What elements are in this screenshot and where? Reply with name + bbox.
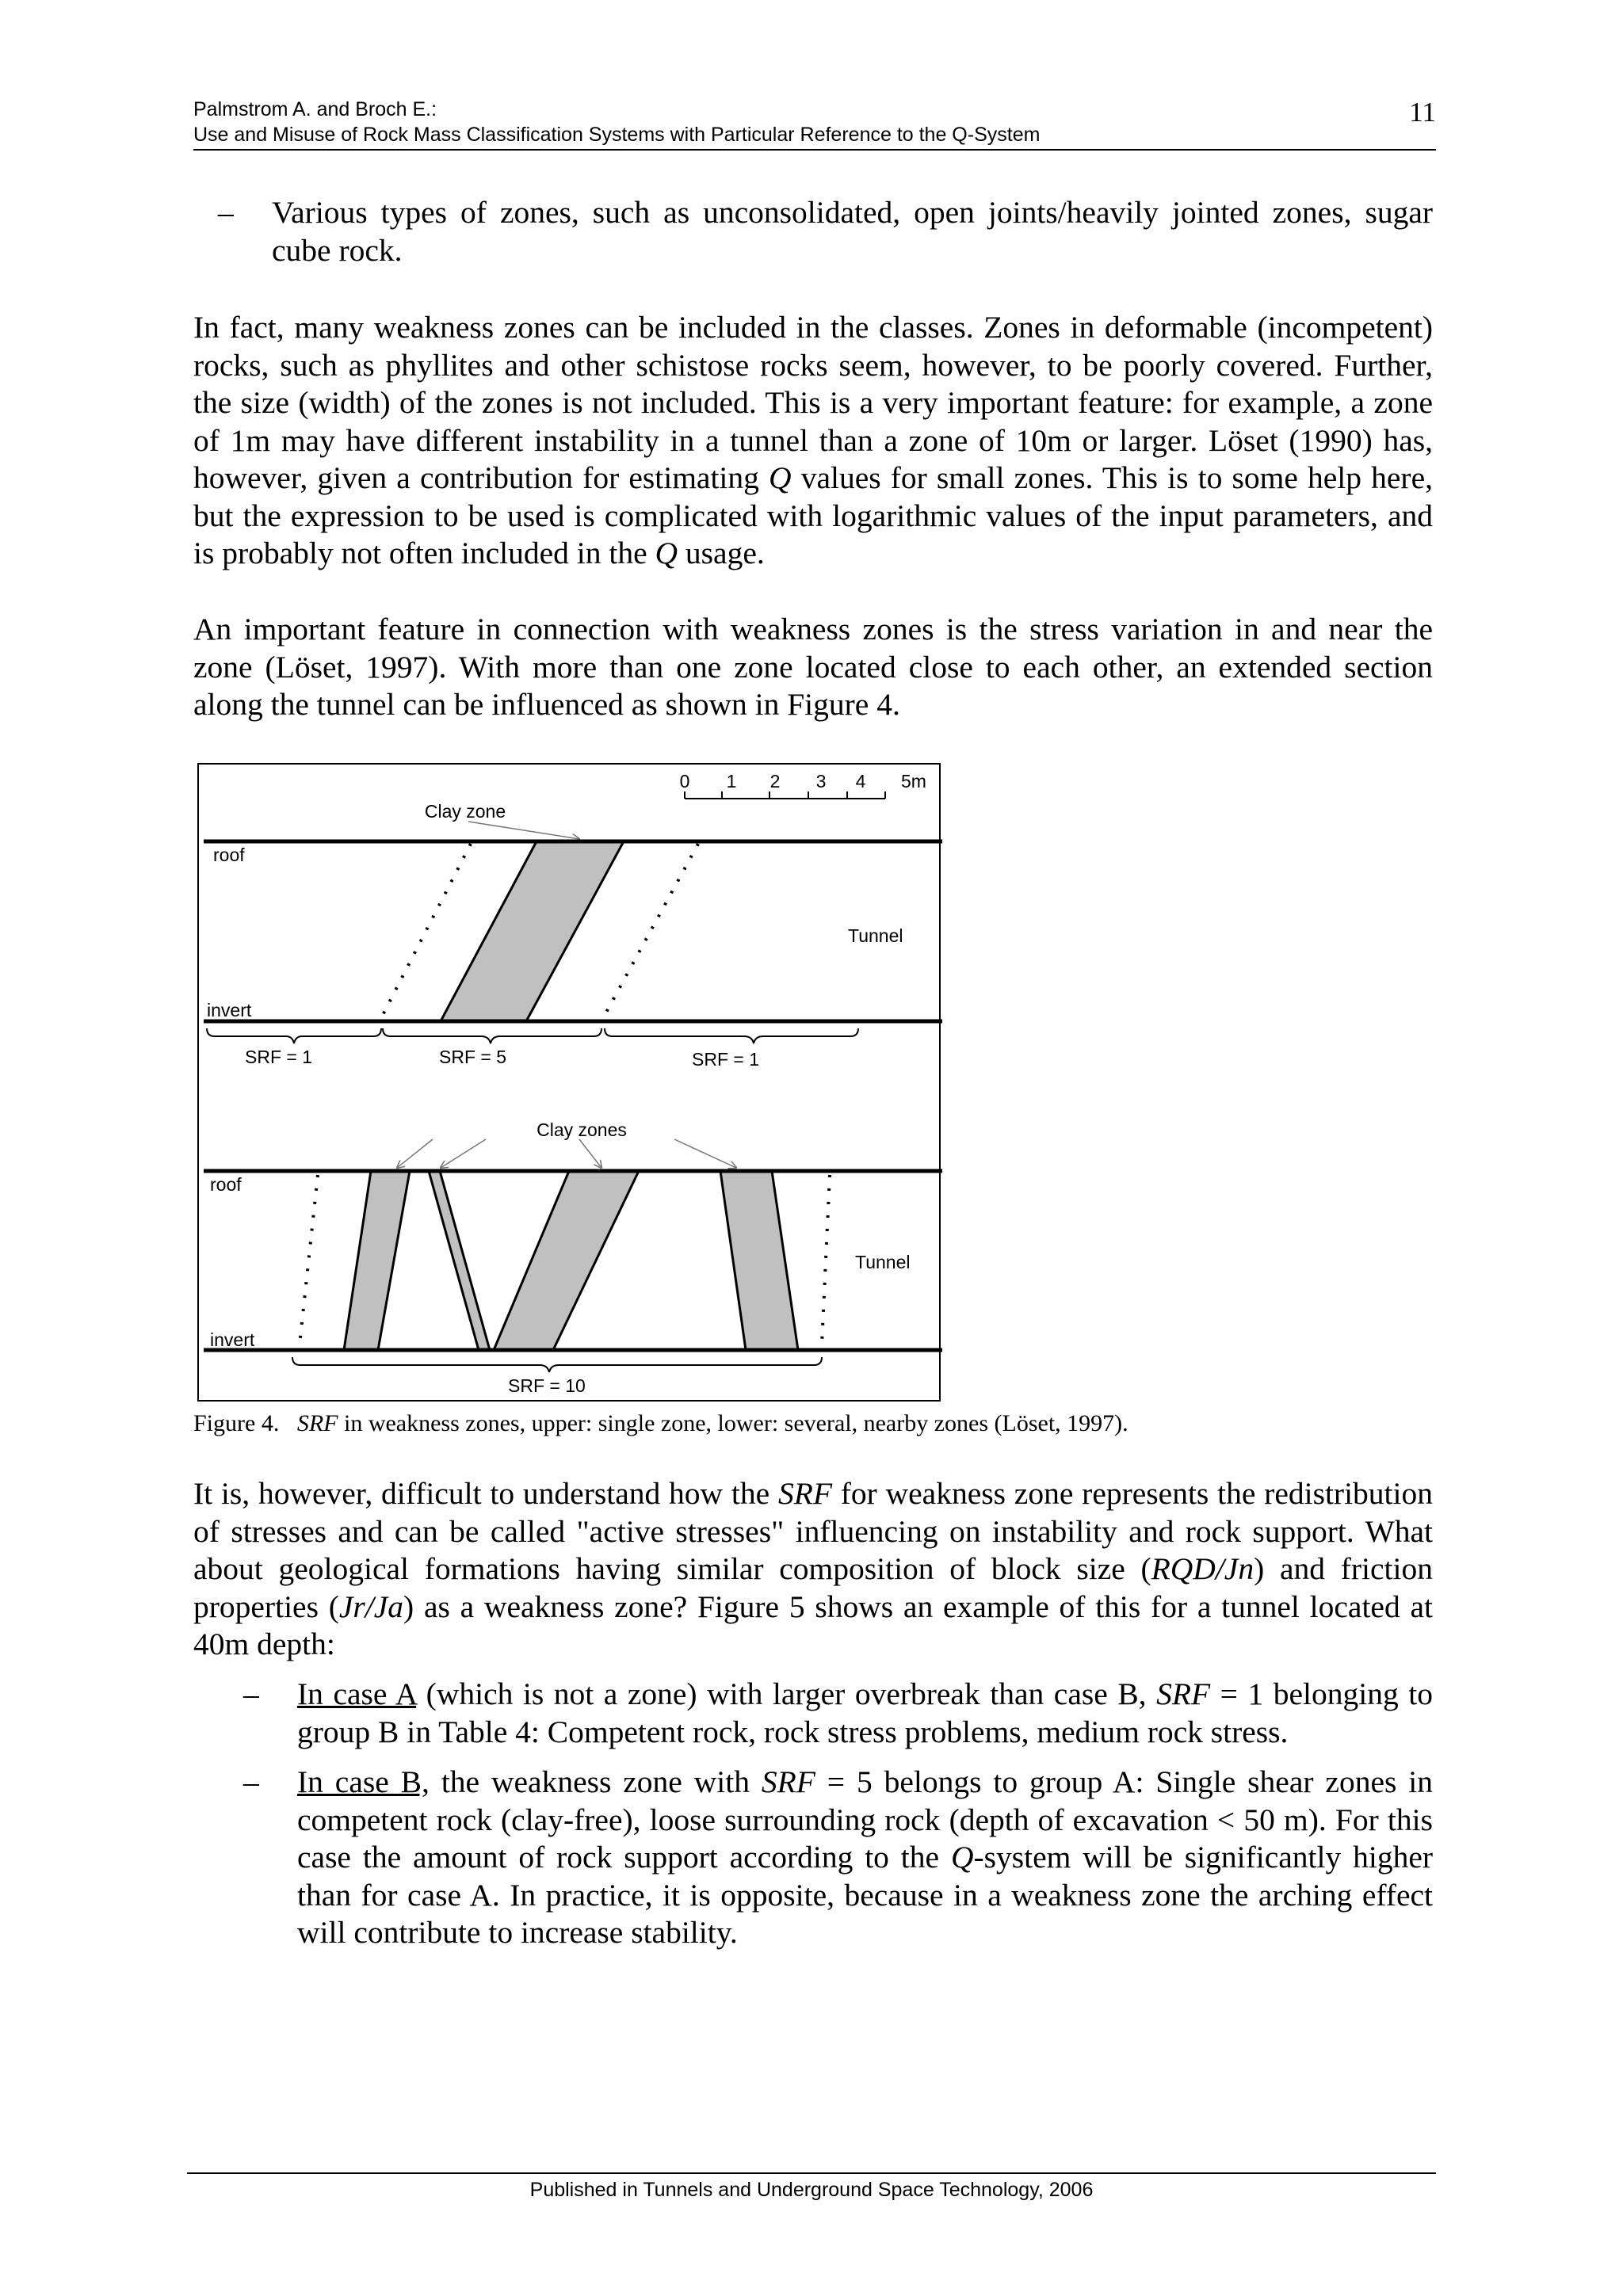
scale-label: 3 [815,771,827,791]
paragraph-1 [193,309,1433,573]
case-b-text-c: -system will be significantly higher than for case A. In practice, it is opposite, because in a weakness zone the arching effect will contribute to increase stability. [297,1840,1433,1950]
case-b-text-b: = 5 belongs to group A: Single shear zones in competent rock (clay-free), loose surrounding rock (depth of excavation < 50 m). For this case the amount of rock support according to the [297,1764,1433,1875]
invert-label: invert [207,1000,252,1020]
paragraph-1-text-a: In fact, many weakness zones can be included in the classes. Zones in deformable (incompetent) rocks, such as phyllites and other schistose rocks seem, however, to be poorly covered. Further, the size (width) of the zones is not included. This is a very important feature: for example, a zone of 1m may have different instability in a tunnel than a zone of 10m or larger. Löset (1990) has, however, given a contribution for estimating [193,310,1433,495]
clay-zone-arrow [468,822,579,839]
scale-label: 4 [855,771,866,791]
srf-label: SRF = 10 [508,1375,586,1396]
invert-label: invert [210,1329,255,1350]
clay-zone [441,841,624,1021]
bullet-dash: – [243,1676,259,1711]
brace [605,1028,858,1043]
caption-text: in weakness zones, upper: single zone, lower: several, nearby zones (Löset, 1997). [338,1410,1128,1436]
srf-label: SRF = 1 [245,1047,313,1067]
clay-zone-arrow [674,1139,736,1168]
case-a-label: In case A [297,1676,417,1711]
roof-label: roof [213,845,245,865]
figure-4 [197,763,941,1402]
scale-label: 0 [679,771,690,791]
clay-zone-arrow [441,1139,486,1168]
running-header [193,97,1436,147]
srf-symbol: SRF [777,1476,832,1511]
brace [207,1028,381,1043]
clay-zone [344,1171,410,1350]
scale-label: 5m [901,771,926,791]
paragraph-1-text-c: usage. [678,536,765,570]
paragraph-3 [193,1475,1433,1664]
footer: Published in Tunnels and Underground Space Technology, 2006 [529,2179,1094,2201]
tunnel-label: Tunnel [855,1252,911,1272]
bullet-case-a [297,1676,1433,1751]
rqd-symbol: RQD/Jn [1151,1551,1254,1586]
dotted-influence-line [300,1175,318,1344]
header-title: Use and Misuse of Rock Mass Classification Systems with Particular Reference to the Q-System [193,124,1041,146]
srf-symbol: SRF [1156,1676,1211,1711]
scale-label: 2 [769,771,781,791]
clay-zone [429,1171,490,1350]
lower-diagram [204,1119,942,1396]
dotted-influence-line [822,1175,830,1344]
bullet-dash: – [243,1764,259,1799]
scale-bar [680,771,926,799]
case-a-text-b: = 1 belonging to group B in Table 4: Competent rock, rock stress problems, medium rock stress. [297,1676,1433,1749]
q-symbol: Q [769,460,792,495]
clay-zone [494,1171,639,1350]
brace [383,1028,601,1043]
header-authors: Palmstrom A. and Broch E.: [193,98,437,120]
caption-label: Figure 4. [193,1410,280,1436]
clay-zone-arrow [579,1139,601,1168]
tunnel-label: Tunnel [848,925,903,946]
paragraph-3-text-b: for weakness zone represents the redistribution of stresses and can be called "active stresses" influencing on instability and rock support. What about geological formations having similar composition of block size ( [193,1476,1433,1586]
srf-label: SRF = 1 [692,1049,760,1070]
clay-zone-label: Clay zone [424,801,506,822]
figure-4-diagram [199,765,942,1403]
srf-symbol: SRF [761,1764,815,1799]
figure-caption [193,1409,1433,1438]
clay-zone-arrow [397,1139,433,1168]
intro-bullet-text: Various types of zones, such as unconsolidated, open joints/heavily jointed zones, sugar cube rock. [272,195,1433,268]
scale-label: 1 [726,771,737,791]
upper-diagram [204,801,942,1070]
jr-symbol: Jr/Ja [338,1589,404,1624]
srf-label: SRF = 5 [439,1047,507,1067]
header-rule [193,149,1436,151]
case-b-label: In case B, [297,1764,430,1799]
q-symbol: Q [950,1840,974,1875]
paragraph-3-text-a: It is, however, difficult to understand how the [193,1476,778,1511]
caption-srf: SRF [296,1410,338,1436]
q-symbol: Q [655,536,678,570]
dotted-influence-line [603,844,698,1018]
paragraph-2: An important feature in connection with weakness zones is the stress variation in and near the zone (Löset, 1997). With more than one zone located close to each other, an extended section along the tunnel can be influenced as shown in Figure 4. [193,612,1433,722]
brace [292,1357,822,1372]
clay-zone [720,1171,798,1350]
page-number: 11 [1409,97,1436,128]
footer-rule [187,2172,1436,2174]
paragraph-1-text-b: values for small zones. This is to some help here, but the expression to be used is complicated with logarithmic values of the input parameters, and is probably not often included in the [193,460,1433,570]
case-b-text-a: the weakness zone with [429,1764,762,1799]
paragraph-3-text-c: ) and friction properties ( [193,1551,1433,1624]
bullet-dash: – [218,195,234,230]
roof-label: roof [210,1174,242,1195]
paragraph-3-text-d: ) as a weakness zone? Figure 5 shows an example of this for a tunnel located at 40m depth: [193,1589,1433,1661]
case-a-text-a: (which is not a zone) with larger overbreak than case B, [416,1676,1157,1711]
bullet-case-b [297,1764,1433,1952]
clay-zones-label: Clay zones [537,1119,627,1140]
